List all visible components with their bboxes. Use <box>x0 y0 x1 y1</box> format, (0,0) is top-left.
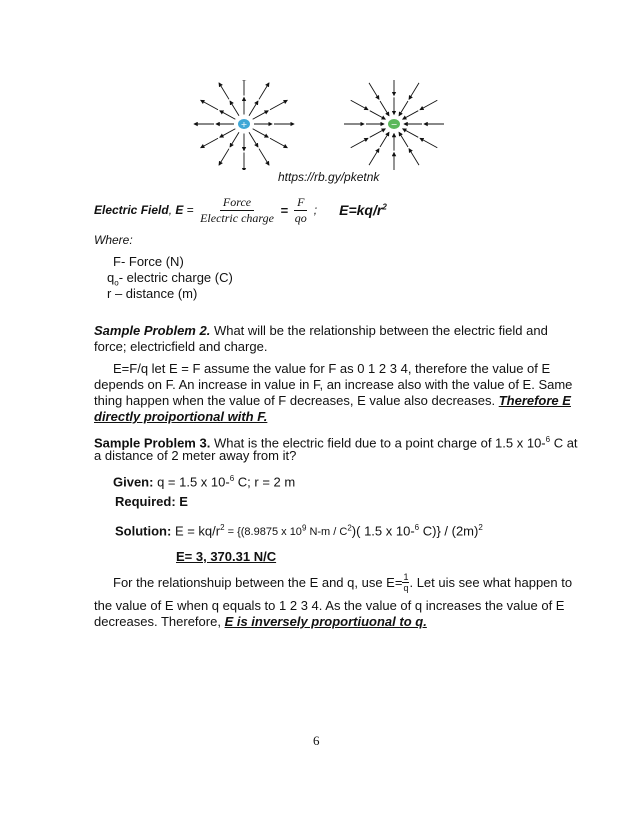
field-arrow <box>270 100 287 110</box>
sp3-required: Required: E <box>115 494 188 509</box>
field-arrow <box>230 101 239 116</box>
formula-e: E <box>175 203 184 217</box>
formula-label: Electric Field <box>94 203 169 217</box>
field-arrow <box>399 101 408 116</box>
field-arrow <box>253 111 269 120</box>
formula-row: Electric Field , E = $\frac{\text{Force}}{\text{Electric charge}}$ = $\frac{F}{qo}$ ; $E=kq/r^2$ <box>94 194 387 225</box>
fraction-numerator-force: Force <box>220 195 254 211</box>
field-arrow <box>369 83 379 99</box>
field-arrow <box>230 132 239 147</box>
sp2-conclusion-b: directly proiportional with F. <box>94 409 268 424</box>
sp2-line2: force; electricfield and charge. <box>94 339 268 354</box>
formula-exp: 2 <box>382 202 387 212</box>
where-charge: $q_o-$ electric charge (C) <box>107 270 233 288</box>
formula-eq: = <box>186 203 194 217</box>
field-arrow <box>219 83 229 99</box>
closing-line1: For the relationshuip between the E and q, use E= $\frac{1}{q}$ . Let uis see what happen to <box>113 571 573 593</box>
field-arrow <box>420 138 437 148</box>
field-arrow <box>370 111 386 120</box>
force-over-charge-fraction <box>197 195 277 226</box>
field-arrow <box>220 111 236 120</box>
sp2-conclusion-a: Therefore E <box>498 393 571 408</box>
sp2-p3: thing happen when the value of F decreases, E value also decreases. Therefore E <box>94 393 571 408</box>
sp2-p2: depends on F. An increase in value in F, an increase also with the value of E. Same <box>94 377 573 392</box>
field-arrow <box>249 132 258 147</box>
formula-ekq: E=kq/r <box>339 202 383 218</box>
negative-charge-icon <box>387 118 401 130</box>
field-arrow <box>220 129 236 138</box>
sp2-label: Sample Problem 2. <box>94 323 211 338</box>
field-arrow <box>270 138 287 148</box>
closing-line3: decreases. Therefore, E is inversely proportiuonal to q. <box>94 614 427 629</box>
formula-semicolon: ; <box>313 203 318 217</box>
field-arrow <box>403 129 419 138</box>
sp3-given: Given: q = 1.5 x 10-$^6$ C; r = 2 m <box>113 474 296 490</box>
positive-charge-icon <box>237 118 251 130</box>
closing-conclusion: E is inversely proportiuonal to q. <box>224 614 427 629</box>
page-number: 6 <box>313 733 320 748</box>
one-over-q-fraction: $\frac{1}{q}$ <box>403 571 409 593</box>
field-arrow <box>420 100 437 110</box>
sp3-answer: E= 3, 370.31 N/C <box>176 549 277 564</box>
where-force: F- Force (N) <box>113 254 184 269</box>
fraction-denominator-charge: Electric charge <box>200 210 274 225</box>
svg-text:+: + <box>240 120 248 129</box>
field-arrow <box>201 100 218 110</box>
field-arrow <box>409 83 419 99</box>
field-arrow <box>380 132 389 147</box>
closing-line2: the value of E when q equals to 1 2 3 4. As the value of q increases the value of E <box>94 598 565 613</box>
fraction-numerator-f: F <box>294 195 307 211</box>
field-arrow <box>351 100 368 110</box>
field-arrow <box>259 83 269 99</box>
field-arrow <box>409 149 419 165</box>
field-arrow <box>369 149 379 165</box>
sp3-solution: Solution: $E = kq/r^2 = \{(8.9875$ x $10^9$ $N-m / C^2$)( 1.5 x 10-$^6$ $C)\} / (2m)^2$ <box>115 523 483 539</box>
field-arrow <box>380 101 389 116</box>
figure-caption: https://rb.gy/pketnk <box>278 170 380 184</box>
field-arrow <box>403 111 419 120</box>
sp2-p1: E=F/q let E = F assume the value for F as 0 1 2 3 4, therefore the value of E <box>113 361 551 376</box>
sp3-label: Sample Problem 3. <box>94 435 211 451</box>
field-arrow <box>370 129 386 138</box>
sp3-line2: a distance of 2 meter away from it? <box>94 448 297 463</box>
where-distance: r – distance (m) <box>107 286 198 301</box>
sp2-line1: Sample Problem 2. What will be the relationship between the electric field and <box>94 323 548 338</box>
svg-text:−: − <box>390 120 398 129</box>
f-over-qo-fraction <box>292 195 310 226</box>
field-lines-figure <box>190 80 450 170</box>
field-arrow <box>253 129 269 138</box>
where-label: Where: <box>94 233 133 247</box>
field-arrow <box>351 138 368 148</box>
field-arrow <box>259 149 269 165</box>
field-arrow <box>201 138 218 148</box>
sp3-line1: Sample Problem 3. What is the electric field due to a point charge of 1.5 x 10-$^6$ C at <box>94 435 578 451</box>
field-arrow <box>219 149 229 165</box>
fraction-denominator-qo: qo <box>294 210 307 225</box>
field-arrow <box>399 132 408 147</box>
field-arrow <box>249 101 258 116</box>
